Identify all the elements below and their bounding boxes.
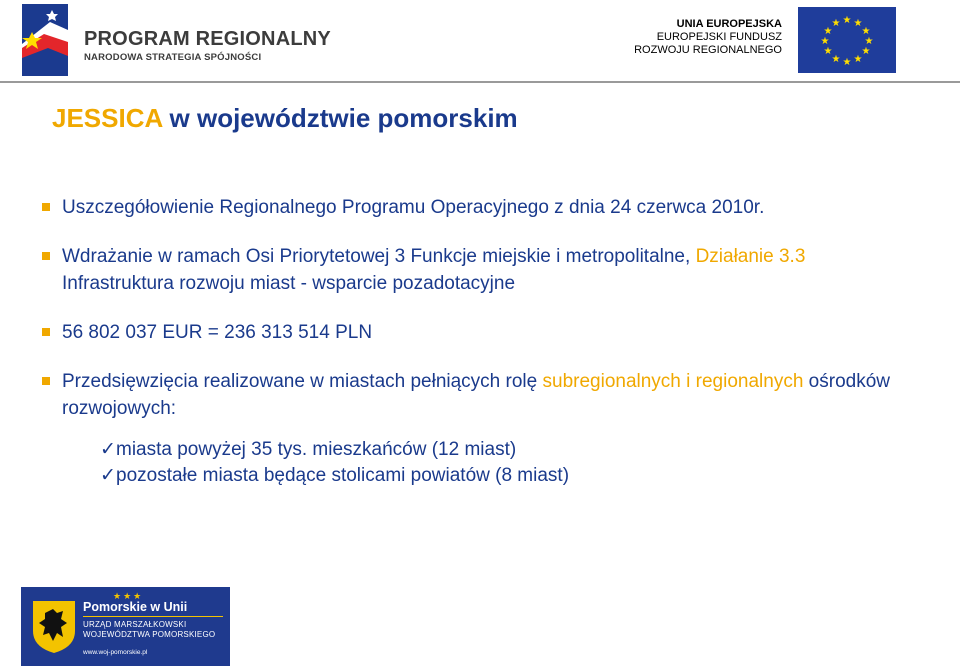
footer-stars: ★★★ bbox=[113, 591, 144, 601]
svg-text:★: ★ bbox=[842, 15, 852, 26]
svg-text:★: ★ bbox=[842, 57, 852, 68]
griffin-crest-icon bbox=[31, 599, 77, 654]
eu-flag-icon bbox=[798, 7, 896, 73]
footer-logo-title: Pomorskie w Unii bbox=[83, 600, 188, 614]
bullet-text: 56 802 037 EUR = 236 313 514 PLN bbox=[62, 322, 373, 343]
title-jessica: JESSICA bbox=[52, 103, 163, 133]
footer-logo-divider bbox=[83, 616, 223, 617]
check-text: miasta powyżej 35 tys. mieszkańców (12 miast) bbox=[116, 439, 517, 460]
page-title bbox=[52, 103, 518, 134]
bullet-item bbox=[42, 243, 922, 297]
bullet-text-continued: ośrodków rozwojowych: bbox=[62, 371, 890, 419]
bullet-text: Uszczegółowienie Regionalnego Programu Operacyjnego z dnia 24 czerwca 2010r. bbox=[62, 197, 765, 218]
program-name: PROGRAM REGIONALNY bbox=[84, 28, 331, 50]
bullet-accent-text: Działanie 3.3 bbox=[695, 246, 806, 267]
checkmark-icon: ✓ bbox=[100, 439, 116, 460]
check-item bbox=[100, 437, 569, 463]
program-regionalny-logo bbox=[22, 4, 331, 76]
header-divider bbox=[0, 81, 960, 83]
bullet-item bbox=[42, 194, 922, 221]
program-subtitle: NARODOWA STRATEGIA SPÓJNOŚCI bbox=[84, 52, 262, 63]
svg-text:★: ★ bbox=[853, 18, 863, 29]
bullet-text-continued: Infrastruktura rozwoju miast - wsparcie pozadotacyjne bbox=[62, 273, 516, 294]
bullet-marker-icon bbox=[42, 203, 50, 211]
bullet-accent-text: subregionalnych i regionalnych bbox=[542, 371, 809, 392]
bullet-item bbox=[42, 368, 922, 422]
bullet-marker-icon bbox=[42, 328, 50, 336]
svg-text:★: ★ bbox=[823, 26, 833, 37]
pomorskie-w-unii-logo bbox=[21, 587, 230, 666]
svg-text:★: ★ bbox=[831, 18, 841, 29]
svg-text:★: ★ bbox=[861, 46, 871, 57]
header bbox=[0, 0, 960, 84]
title-rest: w województwie pomorskim bbox=[162, 103, 518, 133]
check-item bbox=[100, 463, 569, 489]
bullet-marker-icon bbox=[42, 377, 50, 385]
bullet-item bbox=[42, 319, 922, 346]
svg-text:★: ★ bbox=[864, 36, 874, 47]
eu-fund-text bbox=[634, 18, 782, 57]
svg-text:★: ★ bbox=[823, 46, 833, 57]
bullet-text: Wdrażanie w ramach Osi Priorytetowej 3 Funkcje miejskie i metropolitalne, bbox=[62, 246, 696, 267]
bullet-marker-icon bbox=[42, 252, 50, 260]
bullet-list bbox=[42, 194, 922, 422]
eu-line-2: EUROPEJSKI FUNDUSZ bbox=[656, 31, 782, 43]
footer-logo-url: www.woj-pomorskie.pl bbox=[83, 649, 148, 656]
check-text: pozostałe miasta będące stolicami powiatów (8 miast) bbox=[116, 465, 570, 486]
footer-logo-line-2: WOJEWÓDZTWA POMORSKIEGO bbox=[83, 630, 216, 639]
eu-line-3: ROZWOJU REGIONALNEGO bbox=[634, 44, 782, 56]
eu-line-1: UNIA EUROPEJSKA bbox=[676, 18, 782, 30]
bullet-text: Przedsięwzięcia realizowane w miastach pełniących rolę bbox=[62, 371, 543, 392]
check-list bbox=[100, 437, 569, 489]
footer-logo-line-1: URZĄD MARSZAŁKOWSKI bbox=[83, 620, 187, 629]
checkmark-icon: ✓ bbox=[100, 465, 116, 486]
svg-text:★: ★ bbox=[820, 36, 830, 47]
program-emblem-icon bbox=[22, 4, 68, 76]
svg-text:★: ★ bbox=[853, 54, 863, 65]
svg-text:★: ★ bbox=[861, 26, 871, 37]
svg-text:★: ★ bbox=[831, 54, 841, 65]
